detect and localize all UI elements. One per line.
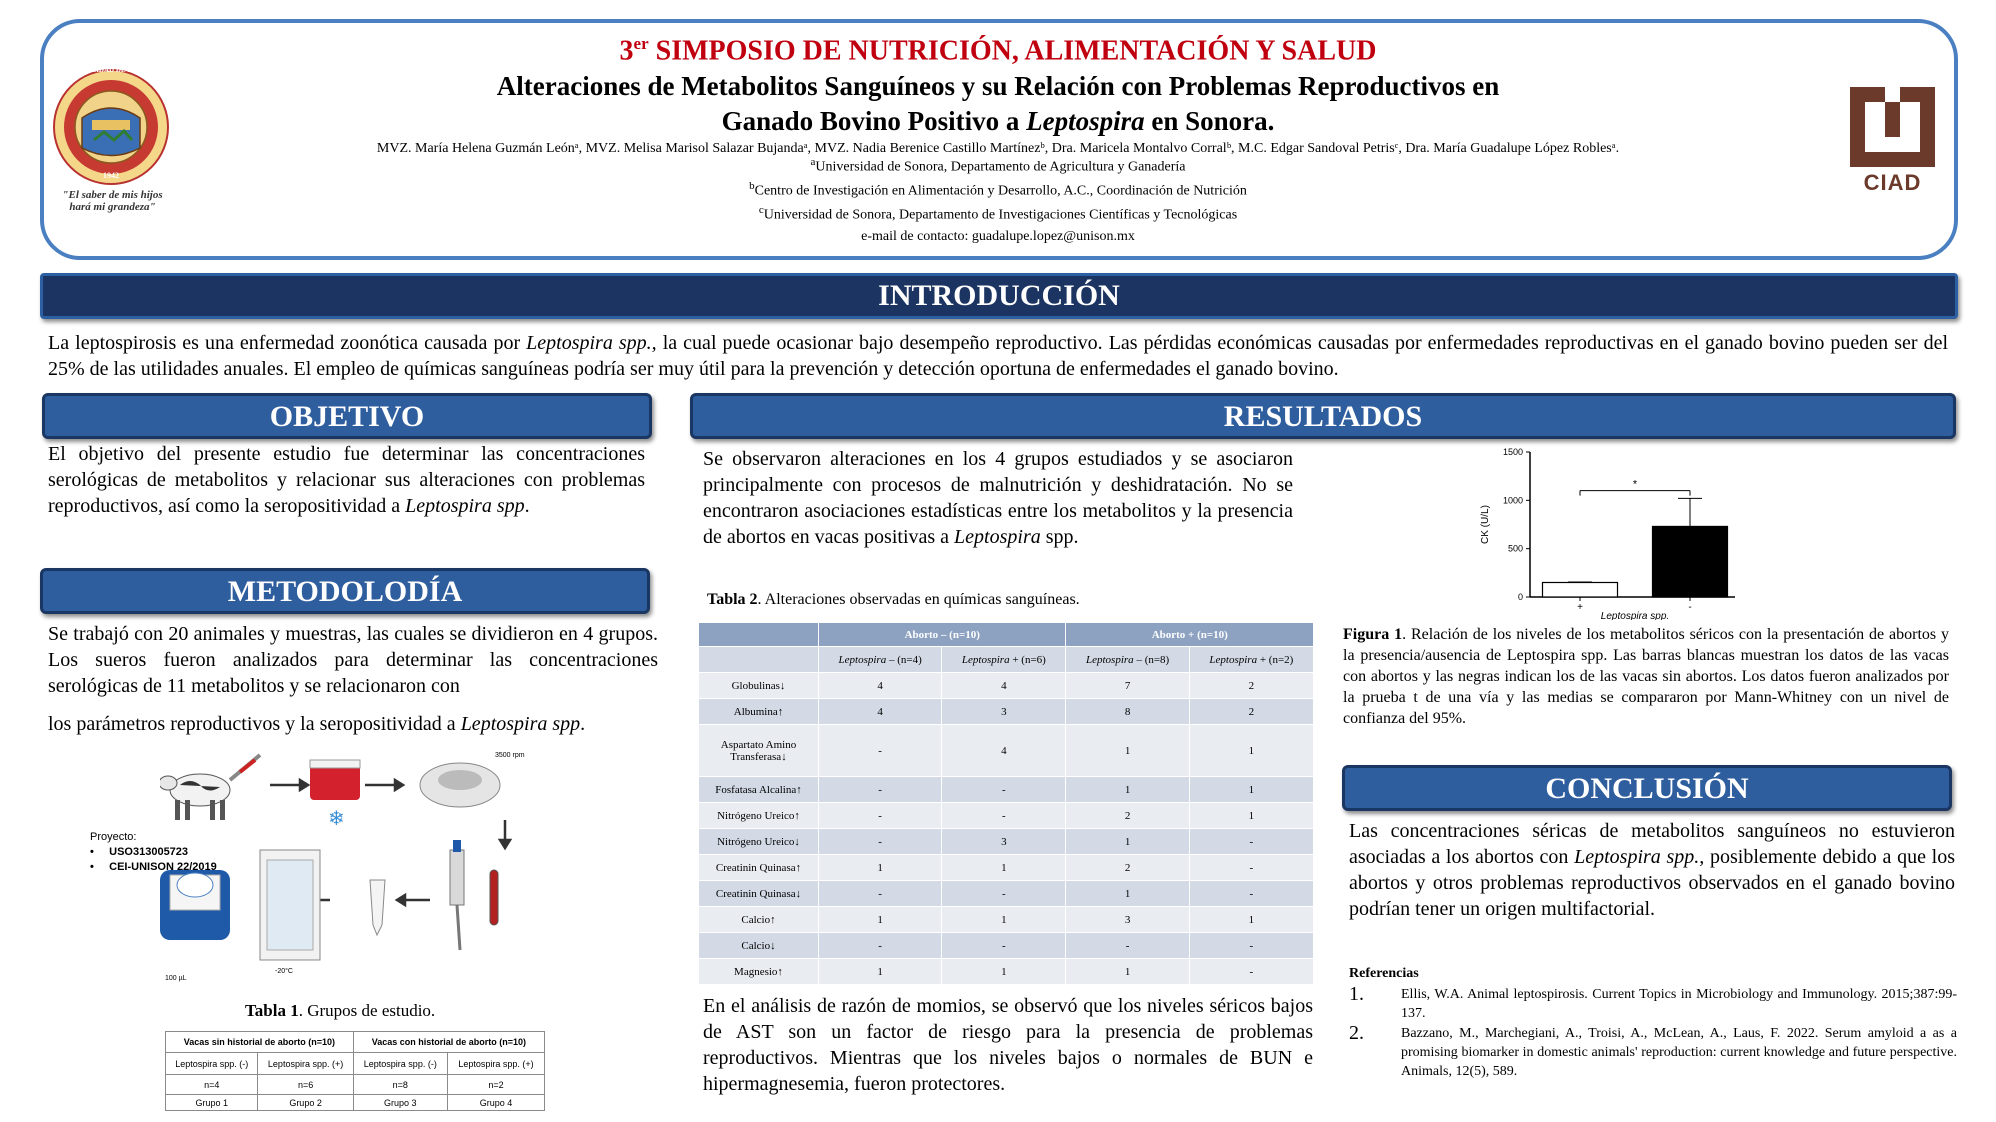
x-axis-label: Leptospira spp. bbox=[1600, 611, 1670, 620]
centrifuge-icon bbox=[420, 763, 500, 807]
significance-marker: * bbox=[1632, 478, 1638, 491]
proyecto-box bbox=[90, 830, 217, 875]
tabla2-cell bbox=[699, 647, 819, 673]
tabla2-cell: 1 bbox=[1189, 725, 1313, 777]
tabla2-cell: - bbox=[819, 803, 942, 829]
tabla1-head: Vacas sin historial de aborto (n=10) bbox=[166, 1032, 354, 1053]
tabla2-cell: 4 bbox=[819, 699, 942, 725]
tabla1-caption: Tabla 1. Grupos de estudio. bbox=[245, 1001, 436, 1020]
intro-text: La leptospirosis es una enfermedad zoonótica causada por Leptospira spp., la cual puede ocasionar bajo desempeño reproductivo. Las pérdidas económicas causadas por enfermedades reproductivas en el ganado bovino pueden ser del 25% de las utilidades anuales. El empleo de químicas sanguíneas podría ser muy útil para la prevención y detección oportuna de enfermedades el ganado bovino. bbox=[48, 332, 1949, 380]
tabla2-cell: - bbox=[942, 933, 1066, 959]
tabla2-cell: 1 bbox=[1066, 959, 1189, 985]
table-row bbox=[699, 907, 1314, 933]
volume-label: 100 µL bbox=[165, 975, 187, 982]
tabla2-cell: - bbox=[942, 803, 1066, 829]
tabla2-cell: - bbox=[942, 881, 1066, 907]
affiliation-c: $^c$Universidad de Sonora, Departamento de Investigaciones Científicas y Tecnológicas bbox=[758, 204, 1238, 223]
workflow-illustration bbox=[160, 745, 540, 990]
objetivo-heading: OBJETIVO bbox=[42, 393, 652, 439]
tabla2-subhead: Leptospira – (n=4) bbox=[819, 647, 942, 673]
proyecto-item: • CEI-UNISON 22/2019 bbox=[90, 861, 217, 873]
tabla2-subhead: Leptospira + (n=2) bbox=[1189, 647, 1313, 673]
table-row bbox=[699, 673, 1314, 699]
tabla2-cell: 1 bbox=[942, 907, 1066, 933]
university-motto-1: "El saber de mis hijos bbox=[62, 189, 163, 201]
y-tick-label: 1500 bbox=[1502, 447, 1523, 457]
row-label: Fosfatasa Alcalina↑ bbox=[699, 777, 819, 803]
row-label: Creatinin Quinasa↓ bbox=[699, 881, 819, 907]
freezer-icon bbox=[260, 850, 320, 960]
tabla2-cell: 1 bbox=[819, 959, 942, 985]
paper-title: Alteraciones de Metabolitos Sanguíneos y su Relación con Problemas Reproductivos en Ganado Bovino Positivo a Leptospira en Sonora. bbox=[496, 71, 1500, 136]
metodologia-heading: METODOLODÍA bbox=[40, 568, 650, 614]
tube-icon bbox=[370, 880, 385, 935]
resultados-text-2: En el análisis de razón de momios, se observó que los niveles séricos bajos de AST son un factor de riesgo para la presencia de problemas reproductivos. Mientras que los niveles bajos o normales de BUN e hipermagnesemia, fueron protectores. bbox=[703, 995, 1313, 1095]
objetivo-text: El objetivo del presente estudio fue determinar las concentraciones serológicas de metabolitos y relacionar sus alteraciones con problemas reproductivos, así como la seropositividad a Leptospira spp. bbox=[48, 443, 645, 517]
tabla2-cell: 2 bbox=[1066, 803, 1189, 829]
tabla2-cell: 8 bbox=[1066, 699, 1189, 725]
syringe-icon bbox=[230, 755, 260, 780]
affiliation-a: $^a$Universidad de Sonora, Departamento de Agricultura y Ganadería bbox=[810, 156, 1186, 175]
tabla1-cell: n=4 bbox=[166, 1075, 258, 1095]
rpm-label: 3500 rpm bbox=[495, 752, 525, 759]
seal-year: 1942 bbox=[103, 171, 119, 180]
contact-email: e-mail de contacto: guadalupe.lopez@unison.mx bbox=[861, 229, 1135, 244]
table-row bbox=[699, 855, 1314, 881]
tabla1-head: Vacas con historial de aborto (n=10) bbox=[353, 1032, 544, 1053]
metodologia-text-1: Se trabajó con 20 animales y muestras, las cuales se dividieron en 4 grupos. Los sueros fueron analizados para determinar las concentraciones serológicas de 11 metabolitos y se relacionaron con bbox=[48, 623, 658, 697]
table-row bbox=[699, 803, 1314, 829]
blood-tube-icon bbox=[490, 870, 498, 925]
pipette-icon bbox=[450, 840, 464, 950]
tabla1-cell: Leptospira spp. (-) bbox=[353, 1053, 447, 1075]
reference-item: 2. Bazzano, M., Marchegiani, A., Troisi, A., McLean, A., Laus, F. 2022. Serum amyloid a as a promising biomarker in domestic animals' reproduction: current knowledge and future perspective. Animals, 12(5), 589. bbox=[1349, 1022, 1957, 1079]
y-tick-label: 0 bbox=[1517, 592, 1523, 602]
tabla2-group-head: Aborto + (n=10) bbox=[1066, 623, 1314, 647]
tabla2-cell: - bbox=[819, 881, 942, 907]
affiliation-b: $^b$Centro de Investigación en Alimentación y Desarrollo, A.C., Coordinación de Nutrición bbox=[749, 180, 1247, 199]
tabla2-cell: 7 bbox=[1066, 673, 1189, 699]
tabla2-cell: 4 bbox=[942, 673, 1066, 699]
tabla2-cell: 1 bbox=[1189, 907, 1313, 933]
conclusion-text: Las concentraciones séricas de metabolitos sanguíneos no estuvieron asociadas a los abortos con Leptospira spp., posiblemente debido a que los abortos y otros problemas reproductivos observados en el ganado bovino podrían tener un origen multifactorial. bbox=[1349, 820, 1955, 920]
tabla2-cell: 3 bbox=[942, 829, 1066, 855]
tabla2 bbox=[698, 622, 1314, 985]
table-row bbox=[699, 725, 1314, 777]
university-motto-2: hará mi grandeza" bbox=[69, 201, 156, 213]
row-label: Nitrógeno Ureico↓ bbox=[699, 829, 819, 855]
figura1-caption: Figura 1. Relación de los niveles de los metabolitos séricos con la presentación de abortos y la presencia/ausencia de Leptospira spp. Las barras blancas muestran los datos de las vacas con abortos y las negras indican los de las vacas sin abortos. Los datos fueron analizados por la prueba t de una vía y las medias se compararon por Mann-Whitney con un nivel de confianza del 95%. bbox=[1343, 626, 1949, 727]
tabla2-subhead: Leptospira – (n=8) bbox=[1066, 647, 1189, 673]
tabla2-cell: - bbox=[819, 777, 942, 803]
tabla2-cell: 1 bbox=[1066, 829, 1189, 855]
tabla2-cell: 1 bbox=[942, 959, 1066, 985]
tabla2-subhead: Leptospira + (n=6) bbox=[942, 647, 1066, 673]
tabla1-cell: n=8 bbox=[353, 1075, 447, 1095]
method-diagram bbox=[160, 745, 540, 990]
tabla2-cell: 3 bbox=[942, 699, 1066, 725]
conclusion-heading: CONCLUSIÓN bbox=[1342, 765, 1952, 811]
row-label: Nitrógeno Ureico↑ bbox=[699, 803, 819, 829]
resultados-text-1: Se observaron alteraciones en los 4 grupos estudiados y se asociaron principalmente con procesos de malnutrición y deshidratación. No se encontraron asociaciones estadísticas entre los metabolitos y la presencia de abortos en vacas positivas a Leptospira spp. bbox=[703, 448, 1293, 548]
tabla2-cell: 1 bbox=[819, 855, 942, 881]
tabla1-cell: Leptospira spp. (-) bbox=[166, 1053, 258, 1075]
references-heading: Referencias bbox=[1349, 966, 1419, 981]
resultados-heading: RESULTADOS bbox=[690, 393, 1956, 439]
proyecto-item: • USO313005723 bbox=[90, 846, 189, 858]
tabla2-cell: 1 bbox=[942, 855, 1066, 881]
reference-item: 1. Ellis, W.A. Animal leptospirosis. Current Topics in Microbiology and Immunology. 2015;387:99-137. bbox=[1349, 983, 1957, 1021]
bar bbox=[1653, 526, 1728, 597]
snowflake-icon: ❄ bbox=[328, 806, 345, 830]
intro-heading: INTRODUCCIÓN bbox=[40, 273, 1958, 319]
tabla2-cell: 3 bbox=[1066, 907, 1189, 933]
tabla1-cell: Grupo 1 bbox=[166, 1095, 258, 1111]
tabla1-cell: Grupo 2 bbox=[258, 1095, 353, 1111]
tabla1-cell: Leptospira spp. (+) bbox=[447, 1053, 544, 1075]
ck-bar-chart bbox=[1470, 440, 1760, 620]
tabla1-cell: n=2 bbox=[447, 1075, 544, 1095]
row-label: Calcio↓ bbox=[699, 933, 819, 959]
tabla2-cell: - bbox=[1189, 959, 1313, 985]
tabla2-cell: - bbox=[942, 777, 1066, 803]
tabla2-cell: - bbox=[819, 933, 942, 959]
tabla1-cell: n=6 bbox=[258, 1075, 353, 1095]
tabla2-cell: 1 bbox=[1189, 803, 1313, 829]
proyecto-label: Proyecto: bbox=[90, 831, 137, 843]
table-row bbox=[699, 829, 1314, 855]
tabla2-cell: 2 bbox=[1189, 673, 1313, 699]
tabla2-cell: 2 bbox=[1066, 855, 1189, 881]
authors: MVZ. María Helena Guzmán Leónᵃ, MVZ. Melisa Marisol Salazar Bujandaᵃ, MVZ. Nadia Berenice Castillo Martínezᵇ, Dra. Maricela Montalvo Corralᵇ, M.C. Edgar Sandoval Petrisᶜ, Dra. María Guadalupe López Roblesᵃ. bbox=[376, 141, 1620, 156]
x-tick-label: + bbox=[1577, 602, 1583, 613]
tabla2-cell: 4 bbox=[942, 725, 1066, 777]
event-title: 3er SIMPOSIO DE NUTRICIÓN, ALIMENTACIÓN Y SALUD bbox=[619, 34, 1377, 67]
tabla2-cell: 1 bbox=[819, 907, 942, 933]
tabla1 bbox=[165, 1031, 545, 1111]
tabla2-cell: 1 bbox=[1189, 777, 1313, 803]
tabla2-cell: - bbox=[1189, 933, 1313, 959]
y-axis-label: CK (U/L) bbox=[1480, 505, 1491, 544]
temp-label: -20°C bbox=[275, 968, 293, 975]
row-label: Creatinin Quinasa↑ bbox=[699, 855, 819, 881]
row-label: Calcio↑ bbox=[699, 907, 819, 933]
tabla2-cell: - bbox=[819, 829, 942, 855]
analyzer-icon bbox=[160, 870, 230, 940]
y-tick-label: 500 bbox=[1507, 543, 1523, 554]
y-tick-label: 1000 bbox=[1502, 495, 1523, 506]
tabla2-cell: 4 bbox=[819, 673, 942, 699]
row-label: Aspartato Amino Transferasa↓ bbox=[699, 725, 819, 777]
tabla2-group-head: Aborto – (n=10) bbox=[819, 623, 1066, 647]
cooler-icon bbox=[310, 760, 360, 800]
table-row bbox=[699, 777, 1314, 803]
ciad-text: CIAD bbox=[1863, 170, 1922, 195]
table-row bbox=[699, 959, 1314, 985]
table-row bbox=[699, 699, 1314, 725]
tabla2-cell: 1 bbox=[1066, 725, 1189, 777]
tabla1-cell: Leptospira spp. (+) bbox=[258, 1053, 353, 1075]
metodologia-text-2: los parámetros reproductivos y la seropositividad a Leptospira spp. bbox=[48, 713, 586, 735]
tabla2-caption: Tabla 2. Alteraciones observadas en químicas sanguíneas. bbox=[707, 591, 1080, 608]
tabla1-cell: Grupo 3 bbox=[353, 1095, 447, 1111]
tabla2-cell: - bbox=[1066, 933, 1189, 959]
tabla2-cell: - bbox=[1189, 881, 1313, 907]
row-label: Globulinas↓ bbox=[699, 673, 819, 699]
tabla2-cell: 1 bbox=[1066, 881, 1189, 907]
tabla2-corner bbox=[699, 623, 819, 647]
tabla1-cell: Grupo 4 bbox=[447, 1095, 544, 1111]
tabla2-cell: - bbox=[1189, 829, 1313, 855]
x-tick-label: - bbox=[1688, 602, 1692, 613]
cow-icon bbox=[160, 774, 230, 820]
table-row bbox=[699, 933, 1314, 959]
table-row bbox=[699, 881, 1314, 907]
row-label: Albumina↑ bbox=[699, 699, 819, 725]
tabla2-cell: 2 bbox=[1189, 699, 1313, 725]
tabla2-cell: - bbox=[819, 725, 942, 777]
tabla2-cell: 1 bbox=[1066, 777, 1189, 803]
seal-text: UNIVERSIDAD DE SONORA bbox=[64, 66, 158, 74]
bar bbox=[1543, 583, 1618, 598]
figure1-chart bbox=[1470, 440, 1760, 620]
tabla2-cell: - bbox=[1189, 855, 1313, 881]
row-label: Magnesio↑ bbox=[699, 959, 819, 985]
